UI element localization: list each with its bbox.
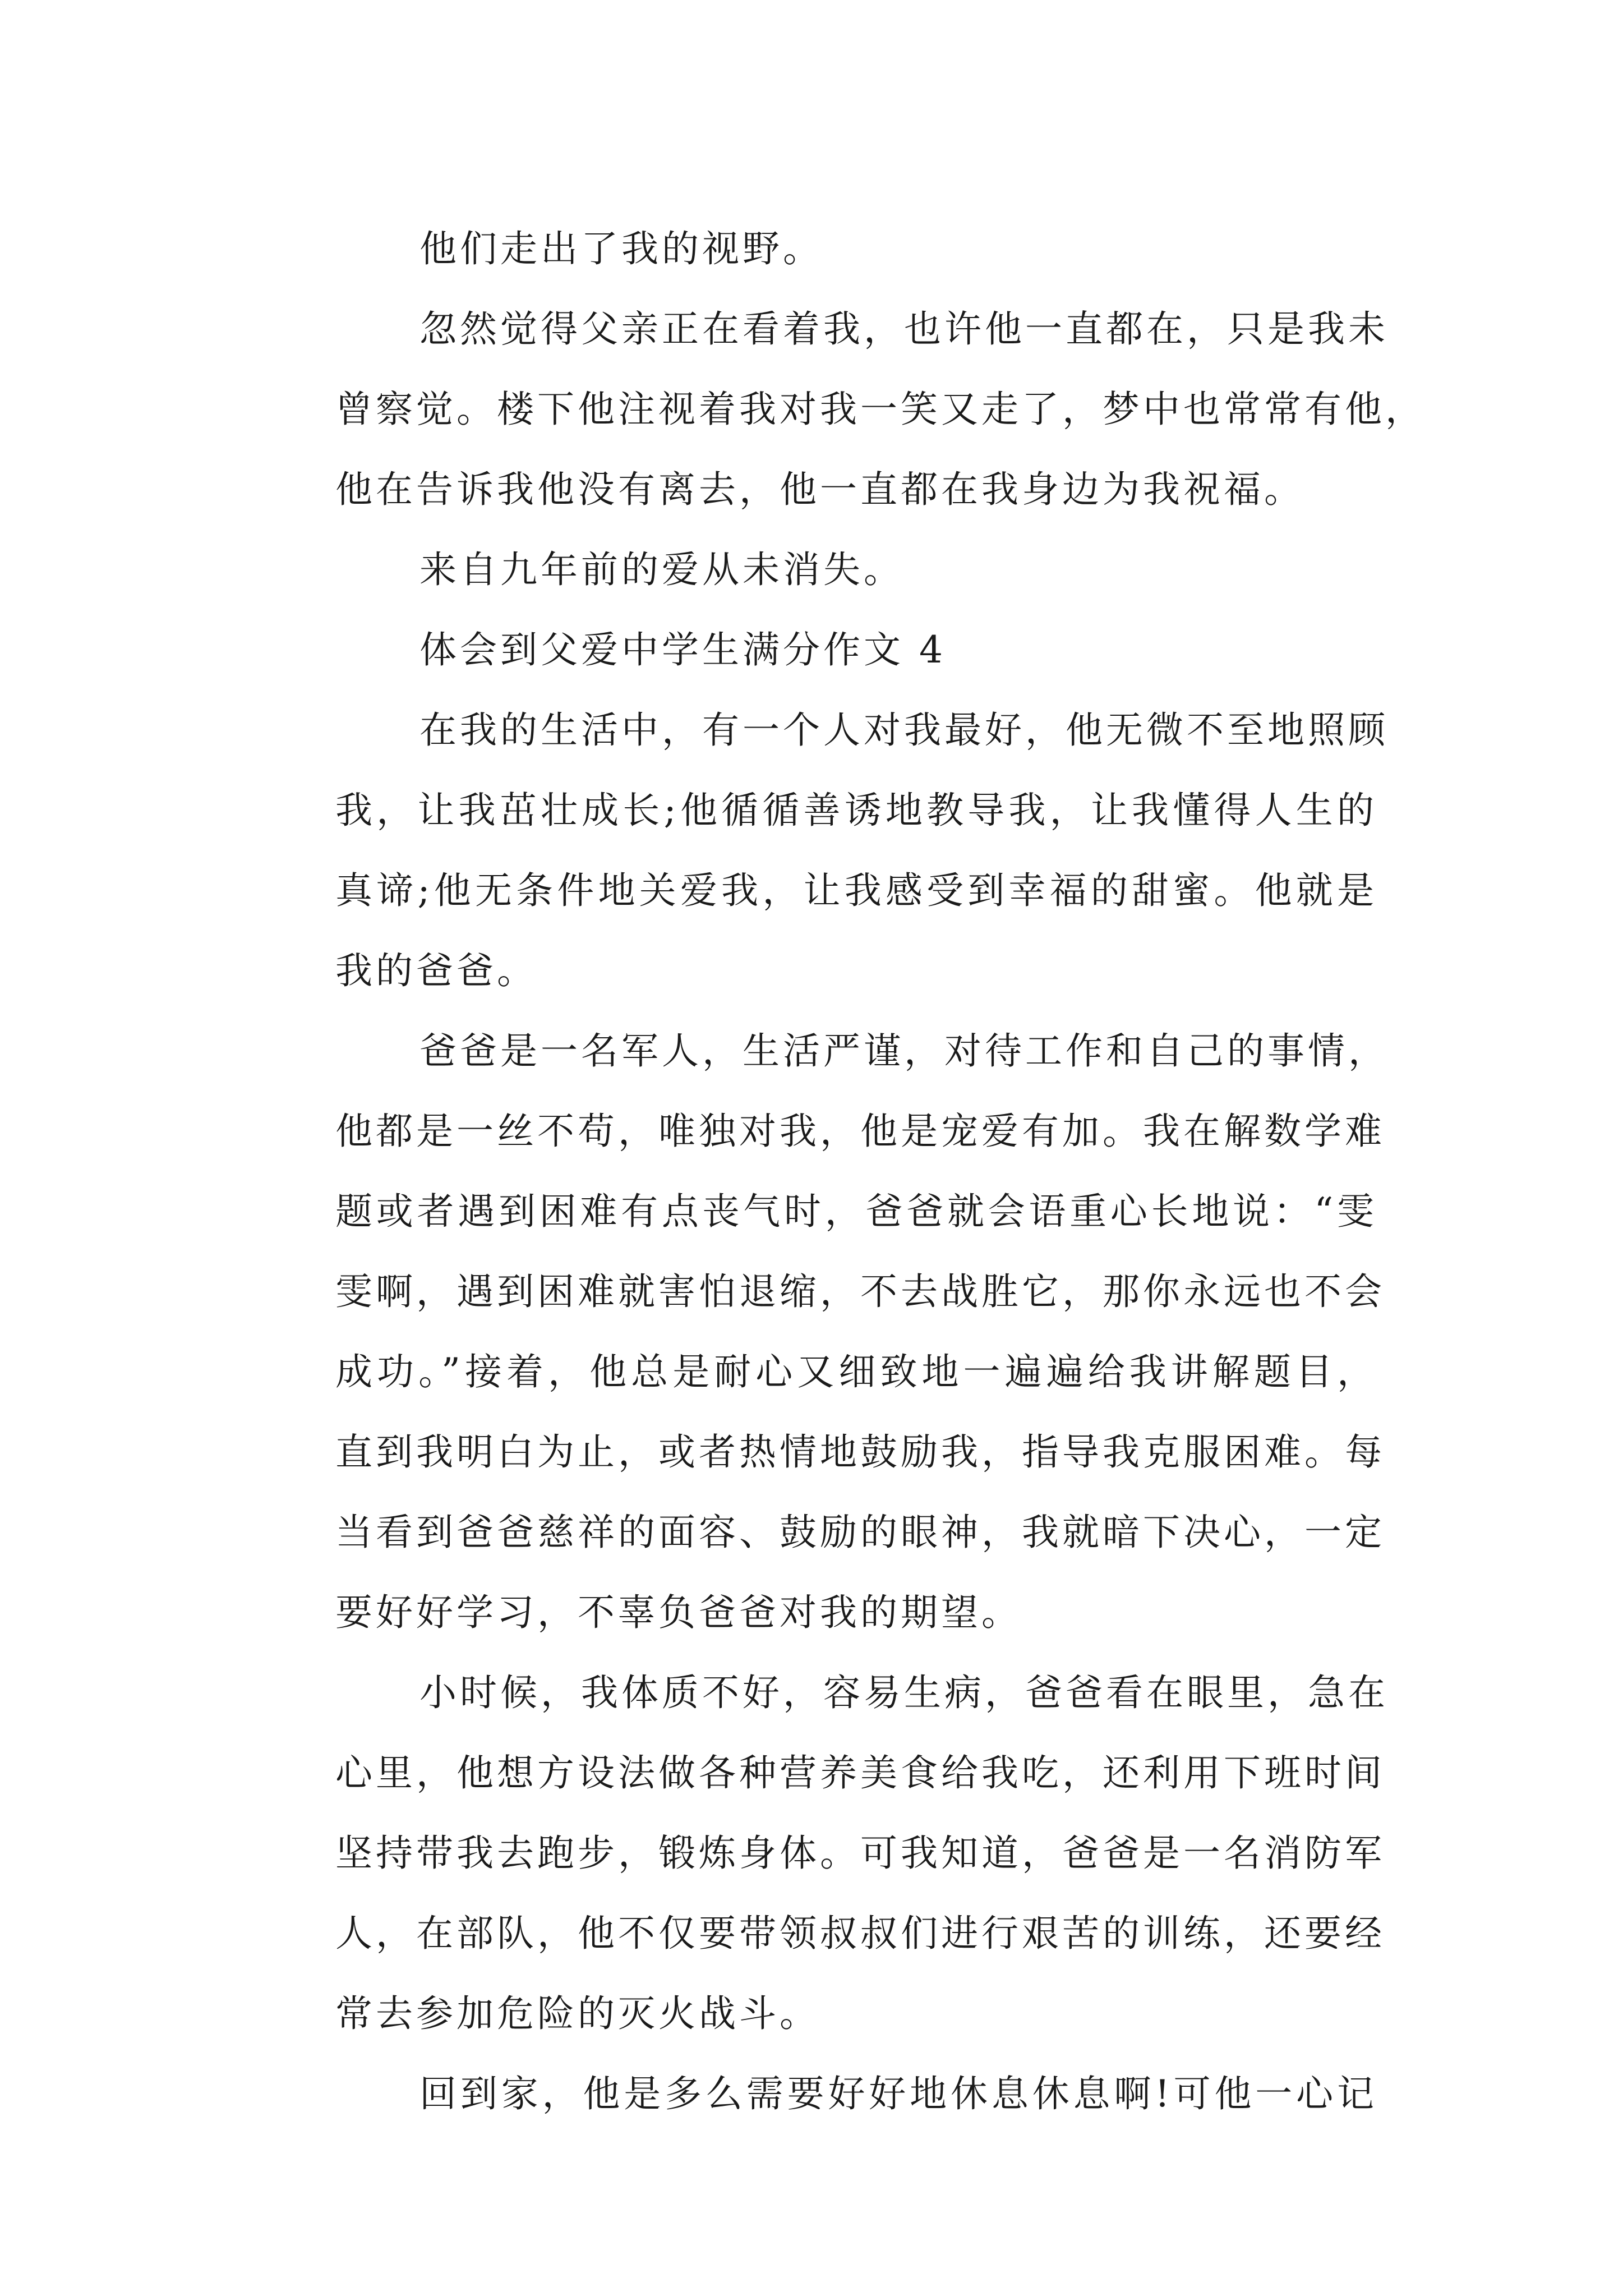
text-line: 爸爸是一名军人，生活严谨，对待工作和自己的事情，	[419, 1029, 1389, 1073]
text-line: 坚持带我去跑步，锻炼身体。可我知道，爸爸是一名消防军	[335, 1832, 1385, 1875]
text-line: 真谛;他无条件地关爱我，让我感受到幸福的甜蜜。他就是	[335, 869, 1377, 912]
text-line: 常去参加危险的灭火战斗。	[335, 1992, 820, 2035]
text-line: 题或者遇到困难有点丧气时，爸爸就会语重心长地说：“雯	[335, 1190, 1377, 1233]
paragraph	[251, 530, 1377, 610]
text-line: 回到家，他是多么需要好好地休息休息啊!可他一心记	[419, 2072, 1377, 2115]
text-line: 小时候，我体质不好，容易生病，爸爸看在眼里，急在	[419, 1671, 1389, 1714]
text-line: 雯啊，遇到困难就害怕退缩，不去战胜它，那你永远也不会	[335, 1270, 1385, 1313]
paragraph	[251, 1011, 1389, 1653]
text-line: 在我的生活中，有一个人对我最好，他无微不至地照顾	[419, 708, 1389, 752]
text-line: 要好好学习，不辜负爸爸对我的期望。	[335, 1591, 1022, 1634]
text-line: 他在告诉我他没有离去，他一直都在我身边为我祝福。	[335, 468, 1304, 511]
paragraph	[251, 209, 1377, 289]
text-line: 他都是一丝不苟，唯独对我，他是宠爱有加。我在解数学难	[335, 1110, 1385, 1153]
text-line: 忽然觉得父亲正在看着我，也许他一直都在，只是我未	[419, 307, 1389, 351]
text-line: 心里，他想方设法做各种营养美食给我吃，还利用下班时间	[335, 1751, 1385, 1795]
paragraph	[251, 2054, 1377, 2134]
text-line: 我的爸爸。	[335, 949, 537, 992]
section-heading: 体会到父爱中学生满分作文 4	[419, 628, 946, 671]
paragraph	[251, 1653, 1389, 2054]
text-line: 成功。”接着，他总是耐心又细致地一遍遍给我讲解题目，	[335, 1350, 1377, 1393]
text-line: 来自九年前的爱从未消失。	[419, 548, 904, 591]
text-line: 我，让我茁壮成长;他循循善诱地教导我，让我懂得人生的	[335, 789, 1377, 832]
text-line: 人，在部队，他不仅要带领叔叔们进行艰苦的训练，还要经	[335, 1912, 1385, 1955]
text-line: 当看到爸爸慈祥的面容、鼓励的眼神，我就暗下决心，一定	[335, 1511, 1385, 1554]
paragraph	[251, 690, 1389, 1011]
text-line: 直到我明白为止，或者热情地鼓励我，指导我克服困难。每	[335, 1430, 1385, 1474]
text-line: 曾察觉。楼下他注视着我对我一笑又走了，梦中也常常有他，	[335, 388, 1426, 431]
paragraph	[251, 610, 1377, 690]
document-body	[251, 209, 1426, 2134]
text-line: 他们走出了我的视野。	[419, 227, 823, 270]
paragraph	[251, 289, 1426, 530]
